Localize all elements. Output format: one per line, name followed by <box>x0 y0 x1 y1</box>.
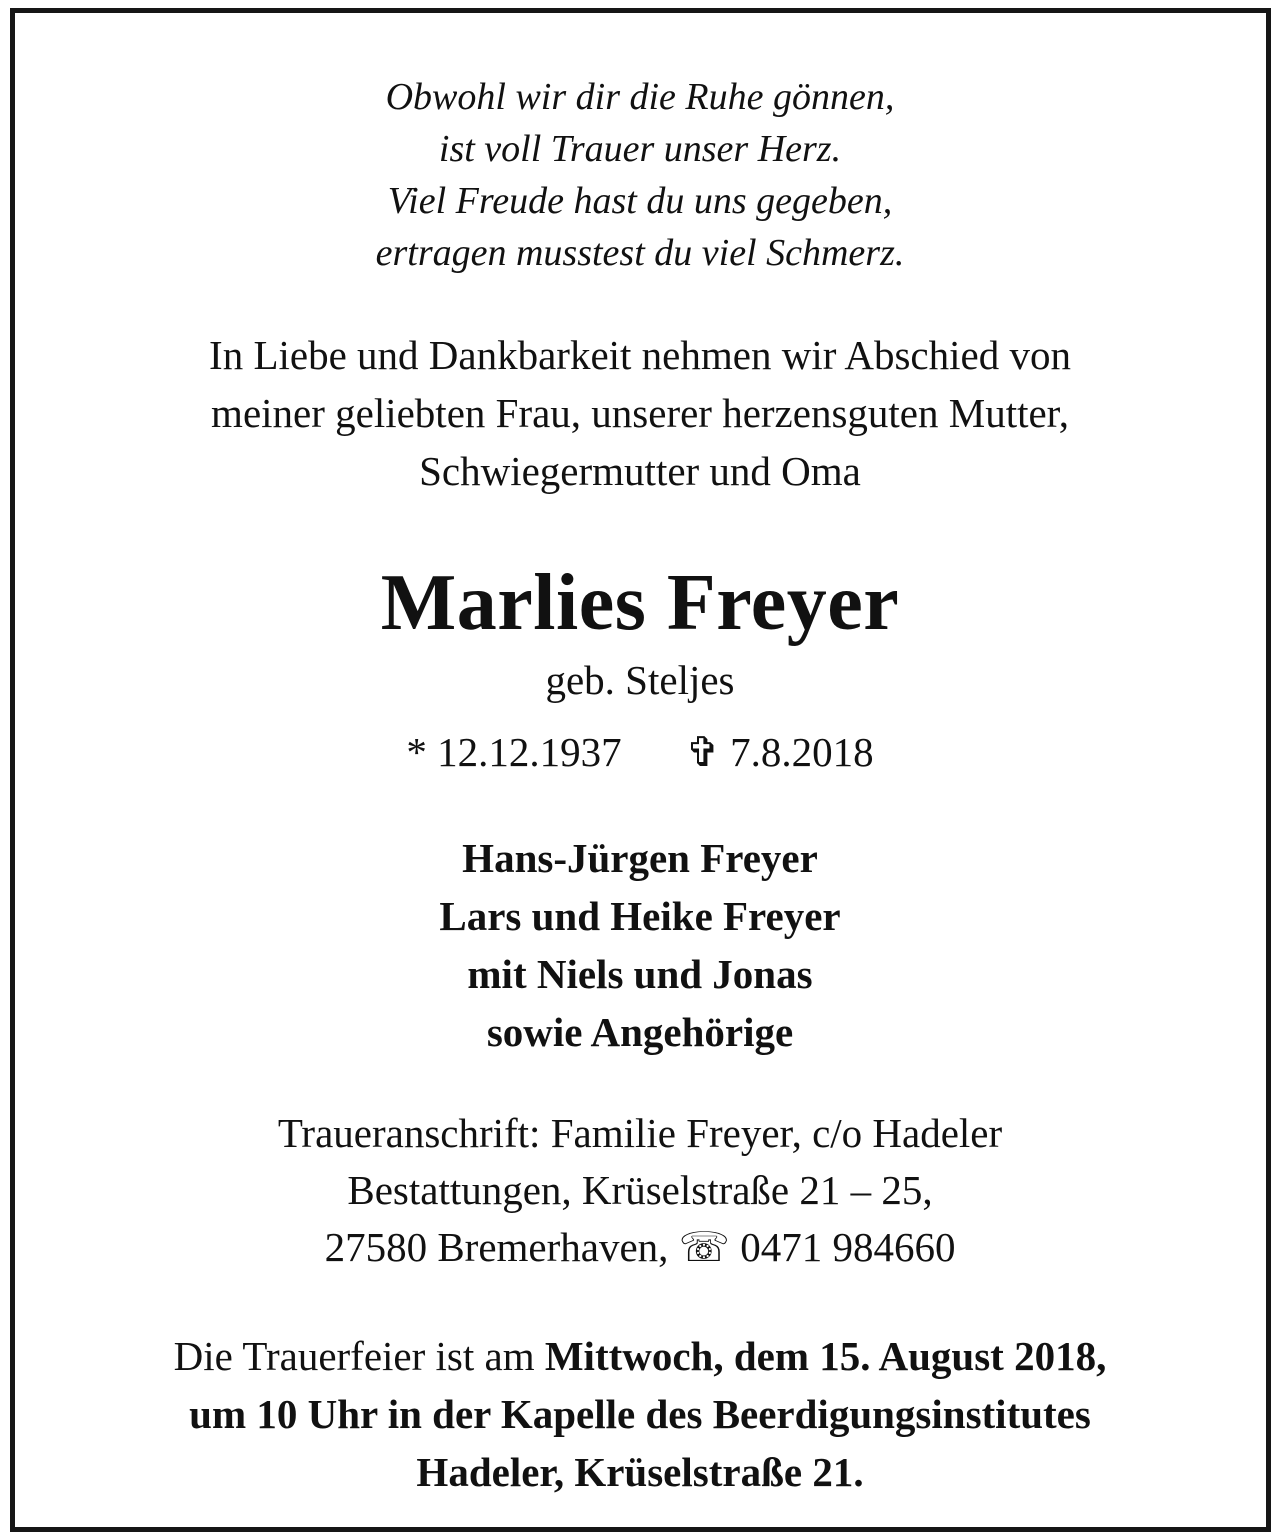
address-line-city <box>0 1219 1280 1276</box>
death-date: 7.8.2018 <box>730 729 874 775</box>
address-line: Traueranschrift: Familie Freyer, c/o Hadeler <box>277 1110 1003 1156</box>
poem-line: ertragen musstest du viel Schmerz. <box>375 232 905 274</box>
mourner-line: sowie Angehörige <box>486 1009 794 1055</box>
funeral-service-info <box>0 1327 1280 1501</box>
service-time-place: um 10 Uhr in der Kapelle des Beerdigungsinstitutes <box>189 1391 1091 1437</box>
service-line <box>0 1327 1280 1385</box>
service-intro: Die Trauerfeier ist am <box>173 1333 545 1379</box>
phone-number: 0471 984660 <box>740 1224 956 1270</box>
mourner-line: mit Niels und Jonas <box>467 951 813 997</box>
birth-date: * 12.12.1937 <box>406 729 622 775</box>
deceased-name: Marlies Freyer <box>380 559 900 647</box>
mourning-address <box>0 1105 1280 1276</box>
poem-line: Viel Freude hast du uns gegeben, <box>387 180 893 222</box>
mourners-list <box>0 829 1280 1061</box>
address-city: 27580 Bremerhaven, <box>324 1224 669 1270</box>
address-line: Bestattungen, Krüselstraße 21 – 25, <box>347 1167 933 1213</box>
service-date: Mittwoch, dem 15. August 2018, <box>544 1333 1107 1379</box>
poem-verse <box>0 71 1280 279</box>
service-line <box>0 1385 1280 1443</box>
maiden-name: geb. Steljes <box>545 657 735 703</box>
service-line <box>0 1443 1280 1501</box>
life-dates <box>0 724 1280 780</box>
service-address: Hadeler, Krüselstraße 21. <box>416 1449 864 1495</box>
phone-icon: ☏ <box>678 1224 730 1270</box>
poem-line: ist voll Trauer unser Herz. <box>438 128 842 170</box>
intro-line: Schwiegermutter und Oma <box>419 448 861 494</box>
poem-line: Obwohl wir dir die Ruhe gönnen, <box>385 76 895 118</box>
mourner-line: Hans-Jürgen Freyer <box>462 835 818 881</box>
cross-icon: ✞ <box>685 729 720 775</box>
intro-line: meiner geliebten Frau, unserer herzensguten Mutter, <box>211 390 1069 436</box>
intro-line: In Liebe und Dankbarkeit nehmen wir Abschied von <box>209 332 1071 378</box>
intro-text <box>0 326 1280 500</box>
mourner-line: Lars und Heike Freyer <box>439 893 841 939</box>
